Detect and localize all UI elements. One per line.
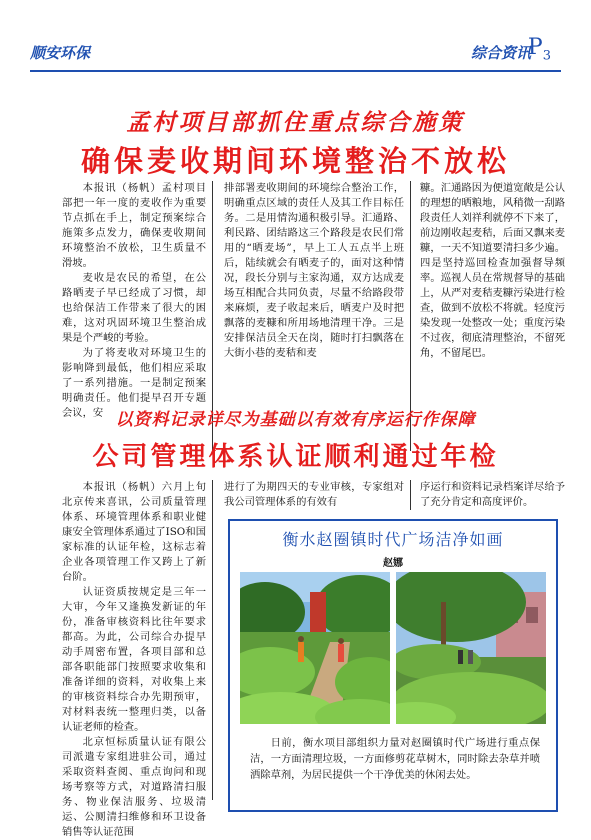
- header-rule: [30, 70, 561, 72]
- photo-feature-author: 赵娜: [383, 558, 403, 569]
- photo-feature-title: 衡水赵圈镇时代广场洁净如画: [282, 530, 504, 549]
- column-divider: [212, 480, 213, 800]
- paragraph: 进行了为期四天的专业审核，专家组对我公司管理体系的有效有: [224, 481, 404, 508]
- caption-text: 日前，衡水项目部组织力量对赵圈镇时代广场进行重点保洁，一方面清理垃圾，一方面修剪花草树木，同时除去杂草并喷洒除草剂，为居民提供一个干净优美的休闲去处。: [250, 737, 540, 781]
- section-title: 综合资讯: [470, 44, 531, 62]
- photo-feature-box: [228, 519, 558, 812]
- article1-column-2: [224, 181, 404, 361]
- article1-column-3: [420, 181, 565, 361]
- photo-caption: [250, 735, 540, 783]
- paragraph: 排部署麦收期间的环境综合整治工作，明确重点区域的责任人及其工作目标任务。二是用情沟通积极引导。汇通路、利民路、团结路这三个路段是农民们常用的“晒麦场”，早上工人五点半上班后，陆续就会有晒麦子的，面对这种情况，段长分别与主家沟通，双方达成麦场互相配合共同负责，尽量不给路段带来麻烦，麦子收起来后，晒麦户及时把飘落的麦糠和所用场地清理干净。三是安排保洁员全天在岗，随时打扫飘落在大街小巷的麦秸和麦: [224, 182, 404, 359]
- paragraph: 麦收是农民的希望，在公路晒麦子早已经成了习惯，却也给保洁工作带来了很大的困难，这对巩固环境卫生整治成果是个严峻的考验。: [62, 272, 206, 344]
- paragraph: 糠。汇通路因为便道宽敞是公认的理想的晒粮地，风稍微一刮路段责任人刘祥利就停不下来了，前边刚收起麦秸，后面又飘来麦糠，一天不知道要清扫多少遍。四是坚持巡回检查加强督导频率。巡视人员在常规督导的基础上，从严对麦秸麦糠污染进行检查，做到不放松不将就。轻度污染发现一处整改一处；重度污染不过夜，彻底清理整治，不留死角，不留尾巴。: [420, 182, 565, 359]
- paragraph: 北京恒标质量认证有限公司派遣专家组进驻公司，通过采取资料查阅、重点询问和现场考察等方式，对道路清扫服务、物业保洁服务、垃圾清运、公厕清扫维修和环卫设备销售等认证范围: [62, 736, 206, 838]
- article1-subtitle: 孟村项目部抓住重点综合施策: [126, 110, 465, 136]
- article1-title: 确保麦收期间环境整治不放松: [80, 144, 510, 178]
- paragraph: 为了将麦收对环境卫生的影响降到最低，他们相应采取了一系列措施。一是制定预案明确责任。他们提早召开专题会议，安: [62, 347, 206, 419]
- article2-column-3: [420, 480, 565, 510]
- article1-column-1: [62, 181, 206, 421]
- article2-column-2: [224, 480, 404, 510]
- garden-photo-right: [396, 572, 546, 724]
- paragraph: 本报讯（杨帆）六月上旬北京传来喜讯，公司质量管理体系、环境管理体系和职业健康安全管理体系通过了ISO和国家标准的认证年检，这标志着企业各项管理工作又跨上了新台阶。: [62, 481, 206, 583]
- paragraph: 认证资质按规定是三年一大审，今年又逢换发新证的年份，准备审核资料比往年要求都高。为此，公司综合办提早动手周密布置，各项目部和总部各职能部门按照要求收集和准备详细的资料，对收集上来的审核资料综合办先期预审，对材料表统一整理归类，以备认证老师的检查。: [62, 586, 206, 733]
- column-divider: [410, 480, 411, 510]
- park-cleaning-photo-left: [240, 572, 390, 724]
- article2-title: 公司管理体系认证顺利通过年检: [92, 442, 499, 472]
- article2-column-1: [62, 480, 206, 840]
- masthead-left: 顺安环保: [30, 44, 91, 62]
- page-number: $P_3$: [527, 35, 551, 64]
- article2-subtitle: 以资料记录详尽为基础以有效有序运行作保障: [115, 410, 476, 430]
- paragraph: 本报讯（杨帆）孟村项目部把一年一度的麦收作为重要节点抓在手上，制定预案综合施策多点发力，确保麦收期间环境整治不放松，卫生质量不滑坡。: [62, 182, 206, 269]
- paragraph: 序运行和资料记录档案详尽给予了充分肯定和高度评价。: [420, 481, 565, 508]
